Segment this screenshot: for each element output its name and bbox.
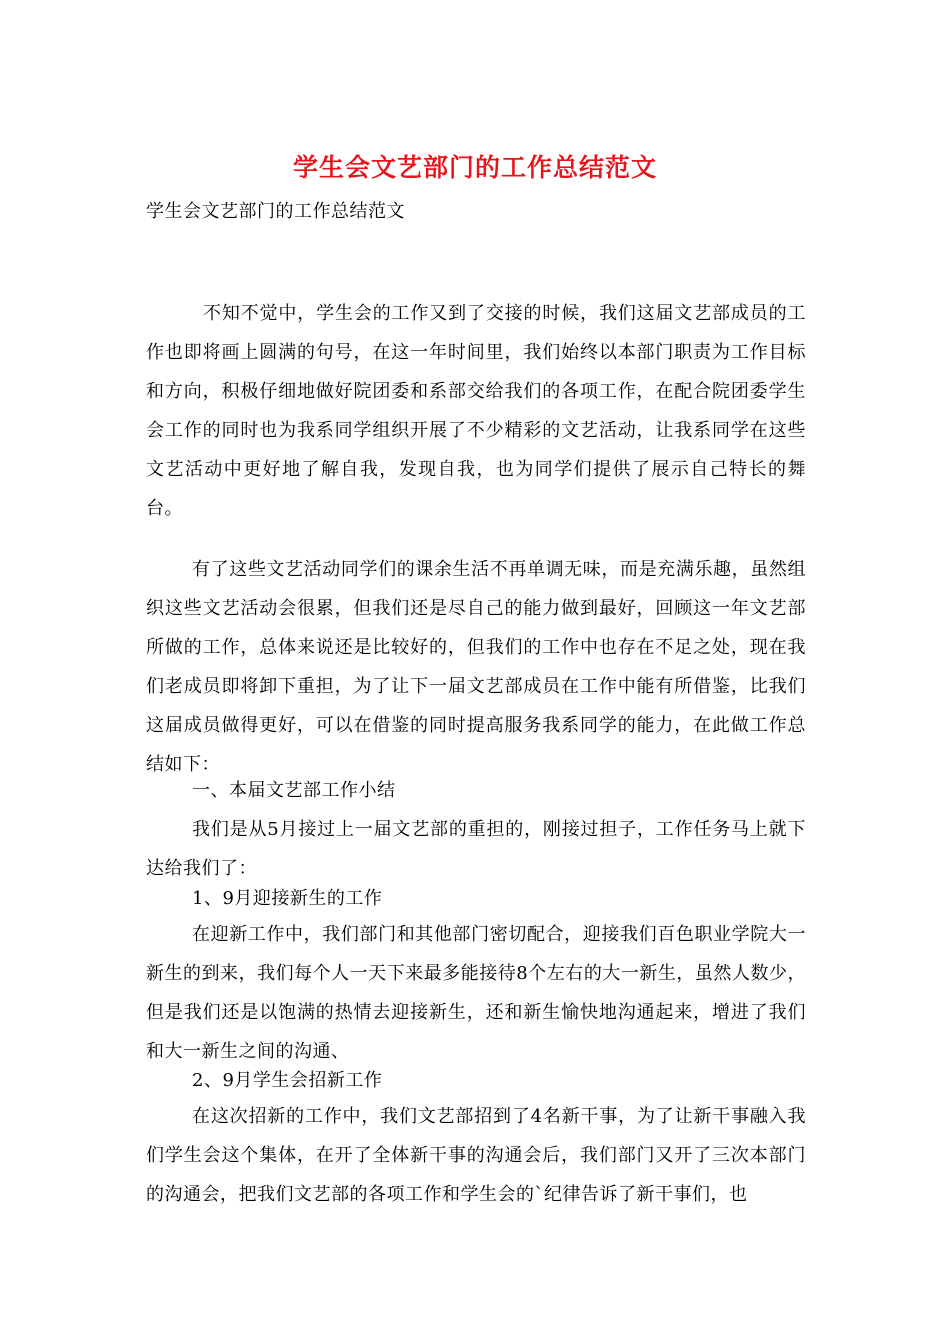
subsection-heading-welcome: 1、9月迎接新生的工作 — [192, 888, 383, 909]
paragraph-handover: 我们是从5月接过上一届文艺部的重担的，刚接过担子，工作任务马上就下达给我们了： — [146, 819, 806, 879]
paragraph-intro: 不知不觉中，学生会的工作又到了交接的时候，我们这届文艺部成员的工作也即将画上圆满的句号，在这一年时间里，我们始终以本部门职责为工作目标和方向，积极仔细地做好院团委和系部交给我们的各项工作，在配合院团委学生会工作的同时也为我系同学组织开展了不少精彩的文艺活动，让我系同学在这些文艺活动中更好地了解自我，发现自我，也为同学们提供了展示自己特长的舞台。 — [146, 303, 806, 519]
document-subtitle: 学生会文艺部门的工作总结范文 — [146, 201, 405, 222]
paragraph-welcome: 在迎新工作中，我们部门和其他部门密切配合，迎接我们百色职业学院大一新生的到来，我们每个人一天下来最多能接待8个左右的大一新生，虽然人数少，但是我们还是以饱满的热情去迎接新生，还和新生愉快地沟通起来，增进了我们和大一新生之间的沟通、 — [146, 924, 806, 1062]
subsection-heading-recruitment: 2、9月学生会招新工作 — [192, 1070, 383, 1091]
paragraph-recruitment: 在这次招新的工作中，我们文艺部招到了4名新干事，为了让新干事融入我们学生会这个集体，在开了全体新干事的沟通会后，我们部门又开了三次本部门的沟通会，把我们文艺部的各项工作和学生会的`纪律告诉了新干事们，也 — [146, 1106, 806, 1205]
paragraph-overview: 有了这些文艺活动同学们的课余生活不再单调无味，而是充满乐趣，虽然组织这些文艺活动会很累，但我们还是尽自己的能力做到最好，回顾这一年文艺部所做的工作，总体来说还是比较好的，但我们的工作中也存在不足之处，现在我们老成员即将卸下重担，为了让下一届文艺部成员在工作中能有所借鉴，比我们这届成员做得更好，可以在借鉴的同时提高服务我系同学的能力，在此做工作总结如下： — [146, 559, 806, 775]
section-heading-summary: 一、本届文艺部工作小结 — [192, 780, 396, 801]
document-title: 学生会文艺部门的工作总结范文 — [292, 153, 657, 182]
